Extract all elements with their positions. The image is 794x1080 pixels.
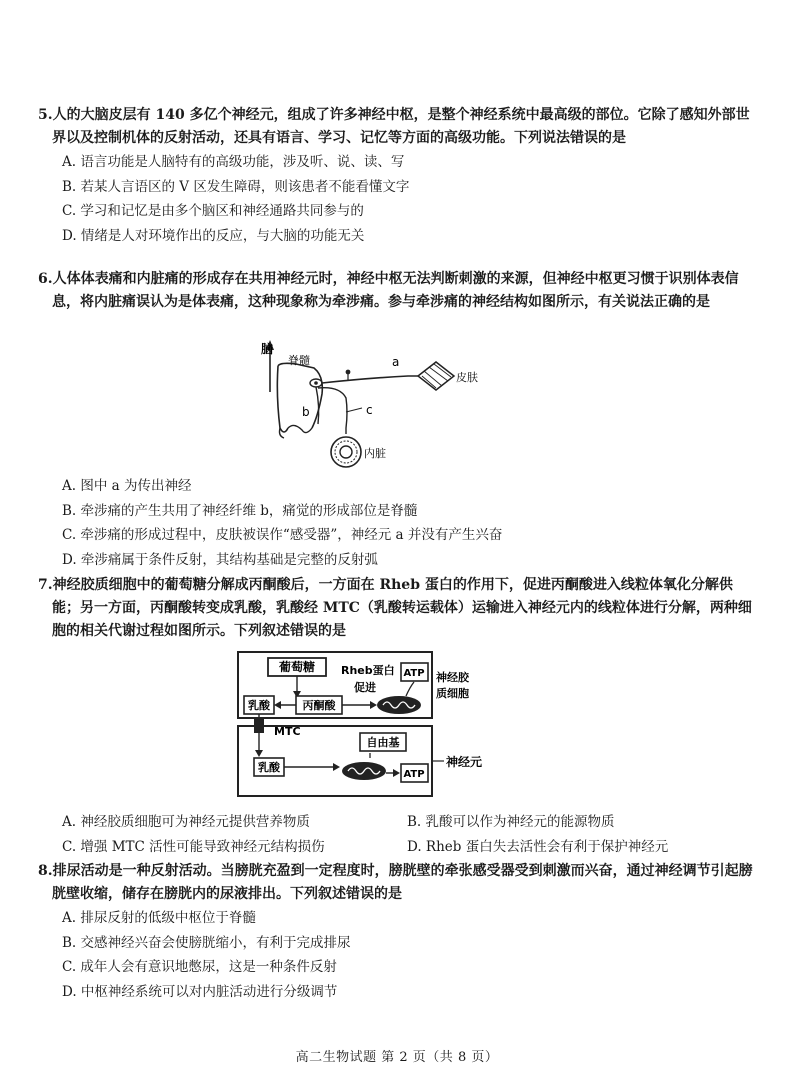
question-6-options bbox=[38, 474, 758, 572]
option-c: C. 成年人会有意识地憋尿，这是一种条件反射 bbox=[62, 959, 337, 975]
referred-pain-diagram bbox=[258, 336, 478, 475]
question-number: 7. bbox=[38, 577, 53, 593]
neuron-body bbox=[314, 381, 318, 385]
option-a: A. 图中 a 为传出神经 bbox=[62, 478, 192, 494]
option-c: C. 增强 MTC 活性可能导致神经元结构损伤 bbox=[62, 838, 325, 855]
spinal-cord-label: 脊髓 bbox=[288, 354, 310, 367]
atp-arrow bbox=[406, 682, 414, 696]
pyruvate-label: 丙酮酸 bbox=[302, 699, 336, 712]
arrow-head bbox=[333, 763, 340, 771]
free-radical-label: 自由基 bbox=[366, 736, 400, 749]
question-7-options bbox=[38, 810, 758, 859]
nerve-structure-figure bbox=[258, 336, 478, 471]
option-a: A. 排尿反射的低级中枢位于脊髓 bbox=[62, 910, 256, 926]
option-b: B. 交感神经兴奋会使膀胱缩小，有利于完成排尿 bbox=[62, 934, 351, 951]
glucose-label: 葡萄糖 bbox=[278, 660, 316, 674]
mtc-label: MTC bbox=[274, 725, 301, 738]
question-6-stem: 6.人体体表痛和内脏痛的形成存在共用神经元时，神经中枢无法判断刺激的来源，但神经中枢更习惯于识别体表信息，将内脏痛误认为是体表痛，这种现象称为牵涉痛。参与牵涉痛的神经结构如图所示，有关说法正确的是 bbox=[38, 271, 739, 310]
option-d: D. 牵涉痛属于条件反射，其结构基础是完整的反射弧 bbox=[62, 551, 378, 568]
label-b: b bbox=[302, 405, 310, 419]
skin-hatch bbox=[422, 376, 436, 388]
glial-label-2: 质细胞 bbox=[436, 687, 469, 700]
option-a: A. 神经胶质细胞可为神经元提供营养物质 bbox=[62, 814, 310, 830]
nerve-fiber-a bbox=[322, 376, 418, 383]
skin-label: 皮肤 bbox=[456, 371, 478, 384]
atp-top-label: ATP bbox=[403, 668, 425, 679]
question-6 bbox=[38, 268, 758, 314]
question-number: 8. bbox=[38, 863, 53, 879]
page-footer: 高二生物试题 第 2 页（共 8 页） bbox=[295, 1050, 499, 1065]
skin-receptor bbox=[418, 362, 454, 390]
option-d: D. Rheb 蛋白失去活性会有利于保护神经元 bbox=[407, 838, 669, 855]
question-8 bbox=[38, 860, 758, 1004]
arrow-head bbox=[393, 769, 400, 777]
arrow-head bbox=[274, 701, 281, 709]
leader-c bbox=[346, 408, 362, 412]
question-7-stem: 7.神经胶质细胞中的葡萄糖分解成丙酮酸后，一方面在 Rheb 蛋白的作用下，促进丙酮酸进入线粒体氧化分解供能；另一方面，丙酮酸转变成乳酸，乳酸经 MTC（乳酸转运载体）运输进入神经元内的线粒体进行分解，两种细胞的相关代谢过程如图所示。下列叙述错误的是 bbox=[38, 577, 752, 639]
option-b: B. 牵涉痛的产生共用了神经纤维 b，痛觉的形成部位是脊髓 bbox=[62, 502, 418, 519]
glial-label-1: 神经胶 bbox=[436, 671, 469, 684]
arrow-head bbox=[370, 701, 377, 709]
option-c: C. 牵涉痛的形成过程中，皮肤被误作“感受器”，神经元 a 并没有产生兴奋 bbox=[62, 527, 503, 543]
viscera-inner bbox=[340, 446, 352, 458]
label-c: c bbox=[366, 403, 373, 417]
metabolism-diagram bbox=[236, 649, 496, 805]
option-b: B. 若某人言语区的 V 区发生障碍，则该患者不能看懂文字 bbox=[62, 178, 410, 195]
option-d: D. 情绪是人对环境作出的反应，与大脑的功能无关 bbox=[62, 227, 365, 244]
viscera-label: 内脏 bbox=[364, 447, 386, 460]
cell-metabolism-figure bbox=[236, 649, 496, 801]
lactate-top-label: 乳酸 bbox=[248, 699, 270, 712]
question-7 bbox=[38, 574, 758, 643]
brain-label: 脑 bbox=[261, 342, 274, 356]
question-number: 6. bbox=[38, 271, 53, 287]
question-number: 5. bbox=[38, 107, 53, 123]
option-b: B. 乳酸可以作为神经元的能源物质 bbox=[407, 814, 615, 830]
promote-label: 促进 bbox=[354, 681, 376, 694]
question-5 bbox=[38, 104, 758, 248]
rheb-label: Rheb蛋白 bbox=[341, 664, 395, 677]
neuron-label: 神经元 bbox=[446, 755, 483, 769]
option-d: D. 中枢神经系统可以对内脏活动进行分级调节 bbox=[62, 983, 338, 1000]
atp-bottom-label: ATP bbox=[403, 769, 425, 780]
lactate-bottom-label: 乳酸 bbox=[258, 761, 280, 774]
question-5-stem: 5.人的大脑皮层有 140 多亿个神经元，组成了许多神经中枢，是整个神经系统中最高级的部位。它除了感知外部世界以及控制机体的反射活动，还具有语言、学习、记忆等方面的高级功能。下列说法错误的是 bbox=[38, 107, 750, 146]
skin-hatch bbox=[434, 364, 451, 377]
spinal-cord-outline bbox=[277, 363, 322, 432]
arrow-head bbox=[255, 750, 263, 757]
skin-hatch bbox=[424, 371, 442, 386]
option-a: A. 语言功能是人脑特有的高级功能，涉及听、说、读、写 bbox=[62, 154, 405, 170]
option-c: C. 学习和记忆是由多个脑区和神经通路共同参与的 bbox=[62, 203, 364, 219]
label-a: a bbox=[392, 355, 400, 369]
option-row bbox=[38, 835, 758, 860]
option-row bbox=[38, 810, 758, 835]
question-8-stem: 8.排尿活动是一种反射活动。当膀胱充盈到一定程度时，膀胱壁的牵张感受器受到刺激而兴奋，通过神经调节引起膀胱壁收缩，储存在膀胱内的尿液排出。下列叙述错误的是 bbox=[38, 863, 753, 902]
viscera-middle bbox=[335, 441, 357, 463]
